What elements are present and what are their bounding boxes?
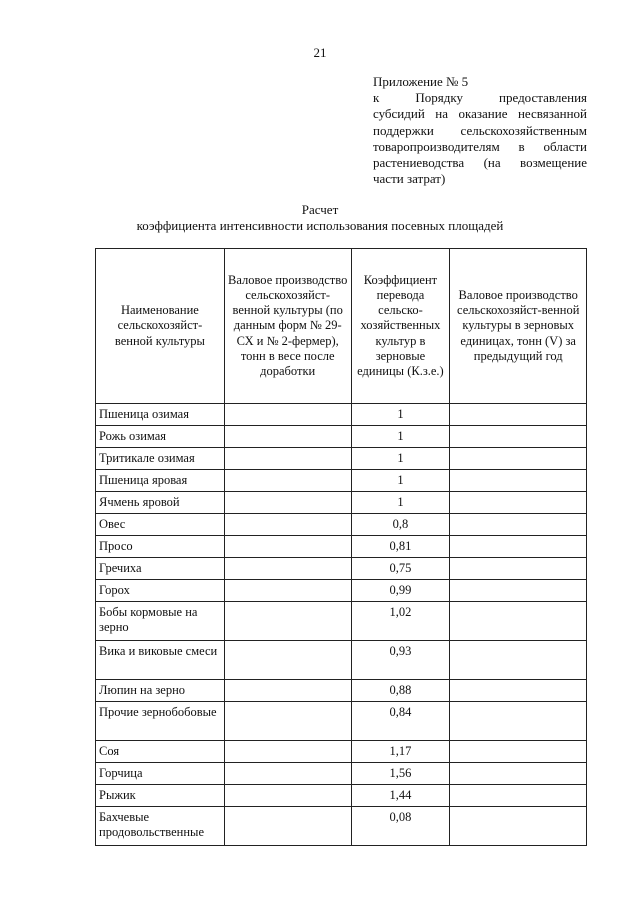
coefficient-cell: 0,08 <box>351 807 450 846</box>
coefficient-cell: 0,84 <box>351 702 450 741</box>
gross-production-cell <box>224 641 351 680</box>
appendix-block <box>373 74 587 187</box>
grain-units-cell <box>450 680 587 702</box>
grain-units-cell <box>450 470 587 492</box>
header-grain-units: Валовое производство сельскохозяйст-венной культуры в зерновых единицах, тонн (V) за предыдущий год <box>450 249 587 404</box>
crop-name-cell: Тритикале озимая <box>96 448 225 470</box>
grain-units-cell <box>450 448 587 470</box>
calculation-table <box>95 248 587 846</box>
gross-production-cell <box>224 514 351 536</box>
crop-name-cell: Просо <box>96 536 225 558</box>
header-gross-production: Валовое производство сельскохозяйст-венной культуры (по данным форм № 29-СХ и № 2-фермер), тонн в весе после доработки <box>224 249 351 404</box>
grain-units-cell <box>450 404 587 426</box>
crop-name-cell: Ячмень яровой <box>96 492 225 514</box>
coefficient-cell: 1,02 <box>351 602 450 641</box>
coefficient-cell: 1 <box>351 492 450 514</box>
table-row <box>96 404 587 426</box>
coefficient-cell: 1,44 <box>351 785 450 807</box>
crop-name-cell: Пшеница озимая <box>96 404 225 426</box>
grain-units-cell <box>450 807 587 846</box>
table-header-row <box>96 249 587 404</box>
gross-production-cell <box>224 492 351 514</box>
crop-name-cell: Рожь озимая <box>96 426 225 448</box>
table-row <box>96 641 587 680</box>
crop-name-cell: Прочие зернобобовые <box>96 702 225 741</box>
coefficient-cell: 0,99 <box>351 580 450 602</box>
document-title: Расчет <box>301 202 339 217</box>
grain-units-cell <box>450 702 587 741</box>
table-row <box>96 702 587 741</box>
table-row <box>96 536 587 558</box>
appendix-line: товаропроизводителям в области <box>373 138 587 154</box>
grain-units-cell <box>450 426 587 448</box>
gross-production-cell <box>224 702 351 741</box>
coefficient-cell: 0,75 <box>351 558 450 580</box>
crop-name-cell: Пшеница яровая <box>96 470 225 492</box>
gross-production-cell <box>224 807 351 846</box>
appendix-line: части затрат) <box>373 171 446 187</box>
coefficient-cell: 0,93 <box>351 641 450 680</box>
appendix-line: поддержки сельскохозяйственным <box>373 122 587 138</box>
table-row <box>96 580 587 602</box>
crop-name-cell: Овес <box>96 514 225 536</box>
document-heading <box>0 202 640 234</box>
gross-production-cell <box>224 763 351 785</box>
gross-production-cell <box>224 426 351 448</box>
appendix-title: Приложение № 5 <box>373 74 469 89</box>
table-row <box>96 741 587 763</box>
crop-name-cell: Гречиха <box>96 558 225 580</box>
appendix-line: растениеводства (на возмещение <box>373 155 587 171</box>
gross-production-cell <box>224 470 351 492</box>
table-row <box>96 470 587 492</box>
table-row <box>96 492 587 514</box>
coefficient-cell: 1 <box>351 404 450 426</box>
crop-name-cell: Горох <box>96 580 225 602</box>
grain-units-cell <box>450 558 587 580</box>
gross-production-cell <box>224 680 351 702</box>
gross-production-cell <box>224 741 351 763</box>
header-coefficient: Коэффициент перевода сельско-хозяйственных культур в зерновые единицы (К.з.е.) <box>351 249 450 404</box>
coefficient-cell: 1 <box>351 448 450 470</box>
coefficient-cell: 1,56 <box>351 763 450 785</box>
grain-units-cell <box>450 785 587 807</box>
table-row <box>96 426 587 448</box>
grain-units-cell <box>450 741 587 763</box>
crop-name-cell: Вика и виковые смеси <box>96 641 225 680</box>
table-row <box>96 680 587 702</box>
appendix-line: субсидий на оказание несвязанной <box>373 106 587 122</box>
appendix-line: к Порядку предоставления <box>373 90 587 106</box>
page-number: 21 <box>313 45 327 60</box>
coefficient-cell: 1 <box>351 426 450 448</box>
crop-name-cell: Горчица <box>96 763 225 785</box>
gross-production-cell <box>224 448 351 470</box>
table-row <box>96 514 587 536</box>
gross-production-cell <box>224 558 351 580</box>
crop-name-cell: Рыжик <box>96 785 225 807</box>
table-row <box>96 807 587 846</box>
coefficient-cell: 1,17 <box>351 741 450 763</box>
grain-units-cell <box>450 514 587 536</box>
coefficient-cell: 0,88 <box>351 680 450 702</box>
coefficient-cell: 1 <box>351 470 450 492</box>
gross-production-cell <box>224 404 351 426</box>
table-row <box>96 448 587 470</box>
document-subtitle: коэффициента интенсивности использования посевных площадей <box>136 218 504 233</box>
crop-name-cell: Бобы кормовые на зерно <box>96 602 225 641</box>
table-row <box>96 785 587 807</box>
crop-name-cell: Люпин на зерно <box>96 680 225 702</box>
grain-units-cell <box>450 492 587 514</box>
gross-production-cell <box>224 785 351 807</box>
gross-production-cell <box>224 580 351 602</box>
table-row <box>96 763 587 785</box>
crop-name-cell: Бахчевые продовольственные <box>96 807 225 846</box>
grain-units-cell <box>450 763 587 785</box>
grain-units-cell <box>450 602 587 641</box>
coefficient-cell: 0,8 <box>351 514 450 536</box>
table-row <box>96 602 587 641</box>
header-crop-name: Наименование сельскохозяйст-венной культуры <box>96 249 225 404</box>
coefficient-cell: 0,81 <box>351 536 450 558</box>
table-body <box>96 404 587 846</box>
grain-units-cell <box>450 641 587 680</box>
crop-name-cell: Соя <box>96 741 225 763</box>
gross-production-cell <box>224 536 351 558</box>
grain-units-cell <box>450 536 587 558</box>
grain-units-cell <box>450 580 587 602</box>
gross-production-cell <box>224 602 351 641</box>
table-row <box>96 558 587 580</box>
